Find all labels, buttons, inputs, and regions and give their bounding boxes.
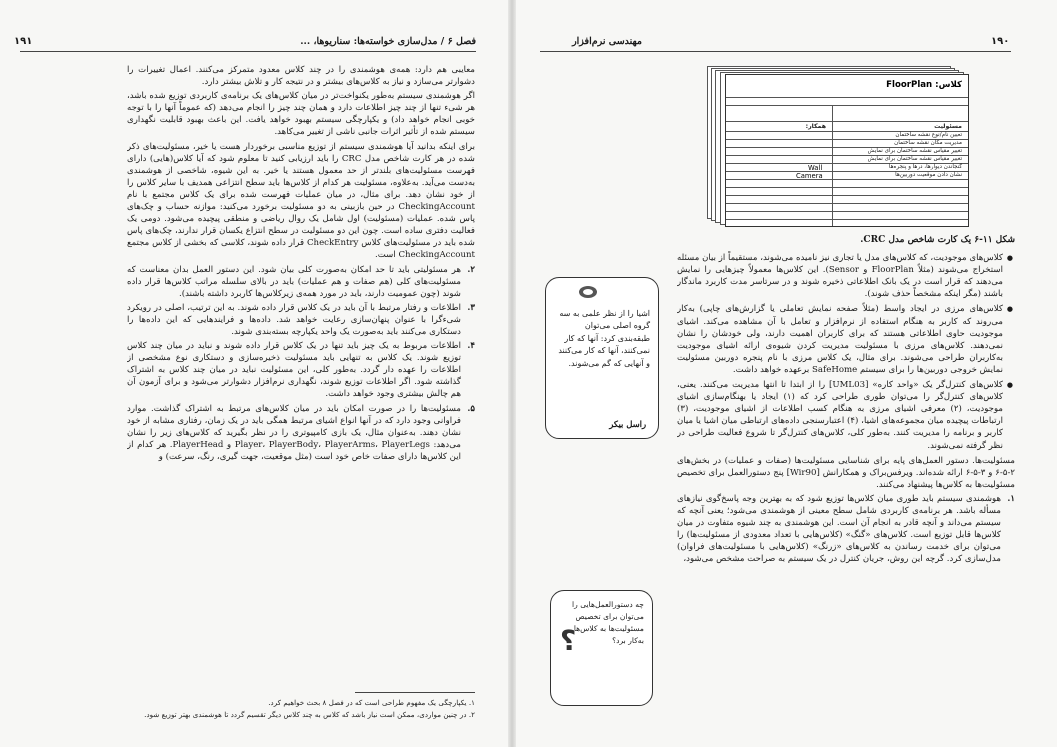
book-gutter	[508, 0, 516, 747]
card-rule	[726, 179, 968, 180]
card-column-divider	[832, 105, 833, 226]
list-item: ۵. مسئولیت‌ها را در صورت امکان باید در میان کلاس‌های مرتبط به اشتراک گذاشت. موارد فراوانی وجود دارد که در آنها انواع اشیای مرتبط همگی باید در یک زمان، رفتاری مشابه از خود نشان دهند. به‌عنوان مثال، یک بازی کامپیوتری را در نظر بگیرید که کلاس‌های زیر را نشان می‌دهد: Player، PlayerBody، PlayerArms، PlayerLegs و PlayerHead. هر کدام از این کلاس‌ها دارای صفات خاص خود است (مثل موقعیت، جهت گیری، رنگ، سرعت) و	[127, 403, 475, 462]
list-item: ۴. اطلاعات مربوط به یک چیز باید تنها در یک کلاس قرار داده شوند و نباید در میان چند کلاس توزیع شوند. یک کلاس به تنهایی باید مسئولیت ذخیره‌سازی و دستکاری نوع مشخصی از اطلاعات را عهده دار گردد. به‌طور کلی، این مسئولیت نباید در میان چند کلاس به اشتراک گذاشته شود. اگر اطلاعات توزیع شوند، نگهداری نرم‌افزار دشوارتر می‌شود و برای آزمون آن هم چالش بیشتری وجود خواهد داشت.	[127, 341, 475, 400]
quote-text: اشیا را از نظر علمی به سه گروه اصلی می‌توان طبقه‌بندی کرد: آنها که کار نمی‌کنند، آنها که کار می‌کنند و آنهایی که گم می‌شوند.	[558, 309, 650, 368]
paragraph: مسئولیت‌ها. دستور العمل‌های پایه برای شناسایی مسئولیت‌ها (صفات و عملیات) در بخش‌های ۲-۵-۶ و ۳-۵-۶ ارائه شده‌اند. ویرفس‌براک و همکارانش [Wir90] پنج دستورالعمل برای تخصیص مسئولیت‌ها به کلاس‌ها پیشنهاد می‌کنند.	[677, 455, 1015, 490]
header-rule	[20, 51, 476, 52]
bullet-item: ● کلاس‌های موجودیت، که کلاس‌های مدل یا تجاری نیز نامیده می‌شوند، مستقیماً از بیان مسئله استخراج می‌شوند (مثلاً FloorPlan و Sensor). این کلاس‌ها معمولاً چیزهایی را نمایش می‌دهند که قرار است در یک بانک اطلاعاتی ذخیره شوند و در سرتاسر مدت کاربرد ماندگار باشند (مگر اینکه مشخصاً حذف شوند).	[677, 253, 1013, 300]
paragraph: اگر هوشمندی سیستم به‌طور یکنواخت‌تر در میان کلاس‌های یک برنامه‌ی کاربردی توزیع شده باشد، هر شیء تنها از چند چیز اطلاعات دارد و همان چند چیز را انجام می‌دهد (که عموماً آنها را با توجه خوبی انجام خواهد داد) و یکپارچگی سیستم بهبود خواهد یافت. این باعث بهبود قابلیت نگهداری سیستم شده از تأثیر اثرات جانبی ناشی از تغییر می‌کاهد.	[127, 91, 475, 138]
bullet-item: ● کلاس‌های کنترل‌گر یک «واحد کاره» [UML03] را از ابتدا تا انتها مدیریت می‌کنند. یعنی، کلاس‌های کنترل‌گر را می‌توان طوری طراحی کرد که (۱) ایجاد یا بهنگام‌سازی اشیای موجودیت، (۲) معرفی اشیای مرزی به هنگام کسب اطلاعات از اشیای موجودیت، (۳) ارتباطات پیچیده میان مجموعه‌های اشیا، (۴) اعتبارسنجی داده‌های ارتباطی میان اشیا یا میان کاربر و برنامه را مدیریت کنند. به‌طور کلی، کلاس‌های کنترل‌گر تا شروع فعالیت طراحی در نظر گرفته نمی‌شوند.	[677, 380, 1013, 451]
list-item: ۲. هر مسئولیتی باید تا حد امکان به‌صورت کلی بیان شود. این دستور العمل بدان معناست که مسئولیت‌های کلی (هم صفات و هم عملیات) باید در بالای سلسله مراتب کلاس‌ها قرار داده شوند (چون عمومیت دارند، باید در مورد همه‌ی زیرکلاس‌ها کاربرد داشته باشند).	[127, 264, 475, 299]
card-responsibility: تغییر مقیاس نقشه ساختمان برای نمایش	[867, 148, 962, 154]
quote-author: راسل بیکر	[609, 419, 646, 429]
card-rule	[726, 97, 968, 98]
card-collaborator: Camera	[796, 172, 823, 180]
list-item: ۱. هوشمندی سیستم باید طوری میان کلاس‌ها توزیع شود که به بهترین وجه پاسخ‌گوی نیازهای مسأله باشد. هر برنامه‌ی کاربردی شامل سطح معینی از هوشمندی می‌شود؛ یعنی آنچه که سیستم می‌داند و آنچه قادر به انجام آن است. این هوشمندی به چند شیوه متفاوت در میان کلاس‌ها قابل توزیع است. کلاس‌های «گنگ» (کلاس‌هایی با تعداد معدودی از مسئولیت‌ها) را می‌توان برای خدمت رساندن به کلاس‌های «زرنگ» (کلاس‌هایی با مسئولیت‌های فراوان) مدل‌سازی کرد. گرچه این روش، جریان کنترل در یک سیستم به صراحت مشخص می‌شود،	[677, 493, 1015, 565]
card-responsibility: تغییر مقیاس نقشه ساختمان برای نمایش	[867, 156, 962, 162]
footnote: ۱. یکپارچگی یک مفهوم طراحی است که در فصل ۸ بحث خواهیم کرد.	[268, 698, 475, 707]
page-number: ۱۹۰	[991, 36, 1010, 47]
paragraph: معایبی هم دارد: همه‌ی هوشمندی را در چند کلاس معدود متمرکز می‌کنند. اعمال تغییرات را دشوارتر می‌سازد و نیاز به کلاس‌های بیشتر و در نتیجه کار و تلاش بیشتر دارد.	[127, 65, 475, 88]
crc-index-card	[725, 74, 969, 227]
paragraph: برای اینکه بدانید آیا هوشمندی سیستم از توزیع مناسبی برخوردار هست یا خیر، مسئولیت‌های ذکر شده در هر کارت شاخص مدل CRC را باید ارزیابی کنید تا معلوم شود که آیا کلاس(هایی) دارای فهرست مسئولیت‌های بلندتر از حد معمول هستند یا خیر. به این شیوه، شاخصی از هوشمندی به‌دست می‌آید. به‌علاوه، مسئولیت هر کدام از کلاس‌ها باید سطح انتزاعی همدیف با سایر کلاس را از خود نشان دهد. برای مثال، در میان عملیات فهرست شده برای یک کلاس مجتمع با نام CheckingAccount در حین بازبینی به دو مسئولیت برخورد می‌کنید: موازنه حساب و چک‌های پاس شده. عملیات (مسئولیت) اول شامل یک روال ریاضی و منطقی پیچیده می‌شود. دومی یک فعالیت دفتری ساده است. چون این دو مسئولیت در سطح انتزاع یکسان قرار ندارند، چک‌های پاس شده باید در مسئولیت‌های کلاس CheckEntry قرار داده شوند، کلاسی که بخشی از کلاس مجتمع CheckingAccount است.	[127, 141, 475, 261]
card-responsibility: گنجاندن دیوارها، درها و پنجره‌ها	[888, 164, 962, 170]
question-sidebox	[550, 590, 653, 706]
card-collaborator-header: همکار:	[805, 123, 826, 130]
question-mark-icon: ؟	[560, 624, 577, 657]
card-rule	[726, 203, 968, 204]
footnote-rule	[355, 692, 475, 693]
card-rule	[726, 219, 968, 220]
page-number: ۱۹۱	[14, 36, 33, 47]
card-rule	[726, 187, 968, 188]
card-responsibility: نشان دادن موقعیت دوربین‌ها	[895, 172, 962, 178]
body-text	[127, 64, 475, 686]
quote-bubble-icon	[578, 285, 598, 299]
running-header: فصل ۶ / مدل‌سازی خواسته‌ها: سناریوها، ...	[300, 36, 476, 47]
card-rule	[726, 211, 968, 212]
question-text: چه دستورالعمل‌هایی را می‌توان برای تخصیص مسئولیت‌ها به کلاس‌ها به‌کار برد؟	[572, 600, 644, 645]
figure-caption: شکل ۱۱-۶ یک کارت شاخص مدل CRC.	[860, 235, 1015, 245]
body-text	[677, 234, 1015, 714]
card-responsibility: تعیین نام/نوع نقشه ساختمان	[895, 132, 962, 138]
card-rule	[726, 121, 968, 122]
list-item: ۳. اطلاعات و رفتار مرتبط با آن باید در یک کلاس قرار داده شوند. به این ترتیب، اصلی در رویکرد شیءگرا با عنوان پنهان‌سازی رعایت خواهد شد. داده‌ها و فرایندهایی که این داده‌ها را دستکاری می‌کنند باید به‌صورت یک واحد یکپارچه بسته‌بندی شوند.	[127, 302, 475, 337]
card-rule	[726, 105, 968, 106]
running-header: مهندسی نرم‌افزار	[572, 36, 642, 47]
footnote: ۲. در چنین مواردی، ممکن است نیاز باشد که کلاس به چند کلاس دیگر تقسیم گردد تا هوشمندی بهتر توزیع شود.	[144, 710, 475, 719]
card-collaborator: Wall	[808, 164, 823, 172]
bullet-item: ● کلاس‌های مرزی در ایجاد واسط (مثلاً صفحه نمایش تعاملی یا گزارش‌های چاپی) به‌کار می‌روند که کاربر به هنگام استفاده از نرم‌افزار و تعامل با آن مشاهده می‌کند. اشیای موجودیت حاوی اطلاعاتی هستند که برای کاربران اهمیت دارند، ولی خودشان را نشان نمی‌دهند. کلاس‌های مرزی با مسئولیت مدیریت کردن شیوه‌ی ارائه اشیای موجودیت به‌کاربران طراحی می‌شوند. برای مثال، یک کلاس مرزی با نام پنجره دوربین مسئولیت نمایش خروجی دوربین‌ها را برای سیستم SafeHome برعهده خواهد داشت.	[677, 304, 1013, 375]
left-page	[0, 0, 508, 747]
card-rule	[726, 195, 968, 196]
card-responsibility-header: مسئولیت	[934, 123, 962, 130]
card-class-title: کلاس: FloorPlan	[886, 80, 962, 90]
quote-sidebox	[545, 277, 659, 439]
header-rule	[540, 51, 1011, 52]
card-responsibility: مدیریت مکان نقشه ساختمان	[894, 140, 962, 146]
